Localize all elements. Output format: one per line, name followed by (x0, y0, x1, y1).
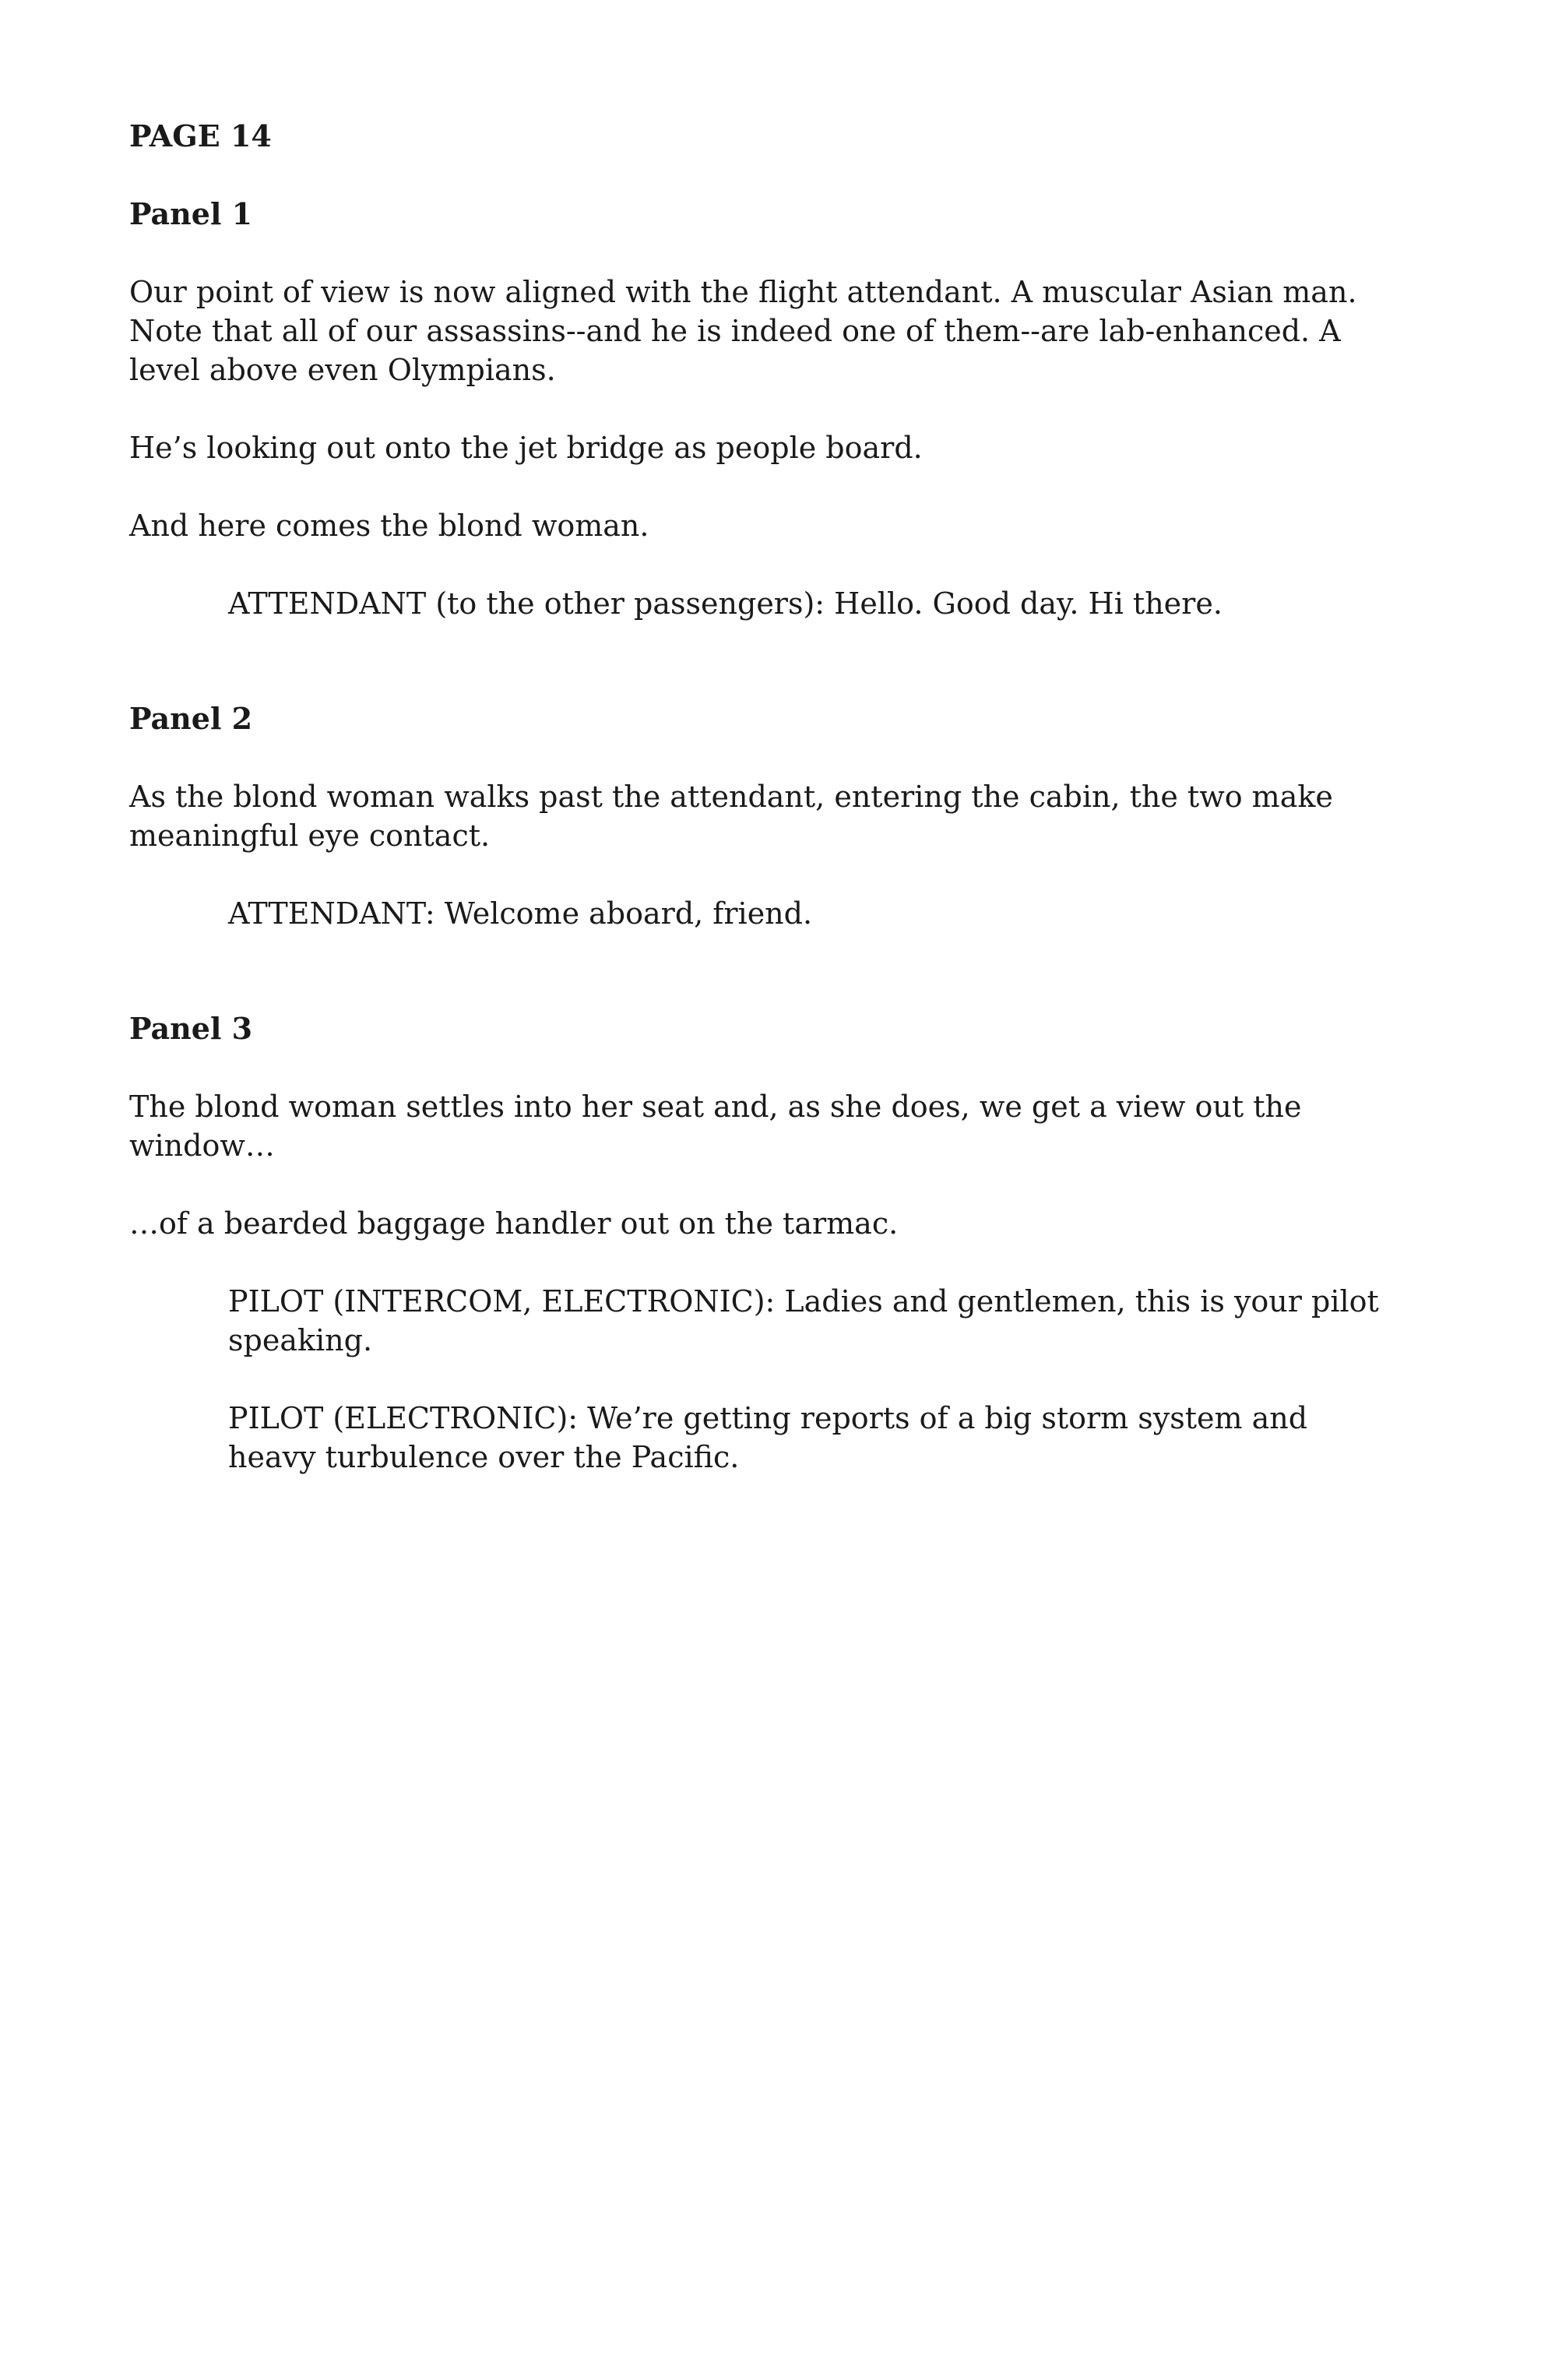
panel-heading: Panel 2 (129, 701, 253, 736)
dialogue-line: ATTENDANT: Welcome aboard, friend. (228, 896, 813, 931)
panel-2 (129, 699, 1391, 933)
panel-3 (129, 1009, 1391, 1477)
dialogue-line: PILOT (INTERCOM, ELECTRONIC): Ladies and gentlemen, this is your pilot speaking. (228, 1284, 1379, 1357)
panel-description: The blond woman settles into her seat and, as she does, we get a view out the window… (129, 1090, 1302, 1163)
panel-heading: Panel 3 (129, 1011, 253, 1046)
page-title: PAGE 14 (129, 118, 272, 153)
panel-1 (129, 195, 1391, 623)
panel-heading: Panel 1 (129, 196, 253, 231)
panel-description: As the blond woman walks past the attendant, entering the cabin, the two make meaningful eye contact. (129, 780, 1333, 853)
panel-description: …of a bearded baggage handler out on the tarmac. (129, 1206, 899, 1241)
panel-description: Our point of view is now aligned with the flight attendant. A muscular Asian man. Note that all of our assassins--and he is indeed one of them--are lab-enhanced. A level above even Olympians. (129, 275, 1357, 387)
script-body (129, 117, 1391, 1477)
dialogue-line: PILOT (ELECTRONIC): We’re getting reports of a big storm system and heavy turbulence over the Pacific. (228, 1401, 1308, 1474)
panel-description: He’s looking out onto the jet bridge as people board. (129, 431, 923, 465)
panel-description: And here comes the blond woman. (129, 509, 649, 543)
dialogue-line: ATTENDANT (to the other passengers): Hello. Good day. Hi there. (228, 586, 1223, 621)
